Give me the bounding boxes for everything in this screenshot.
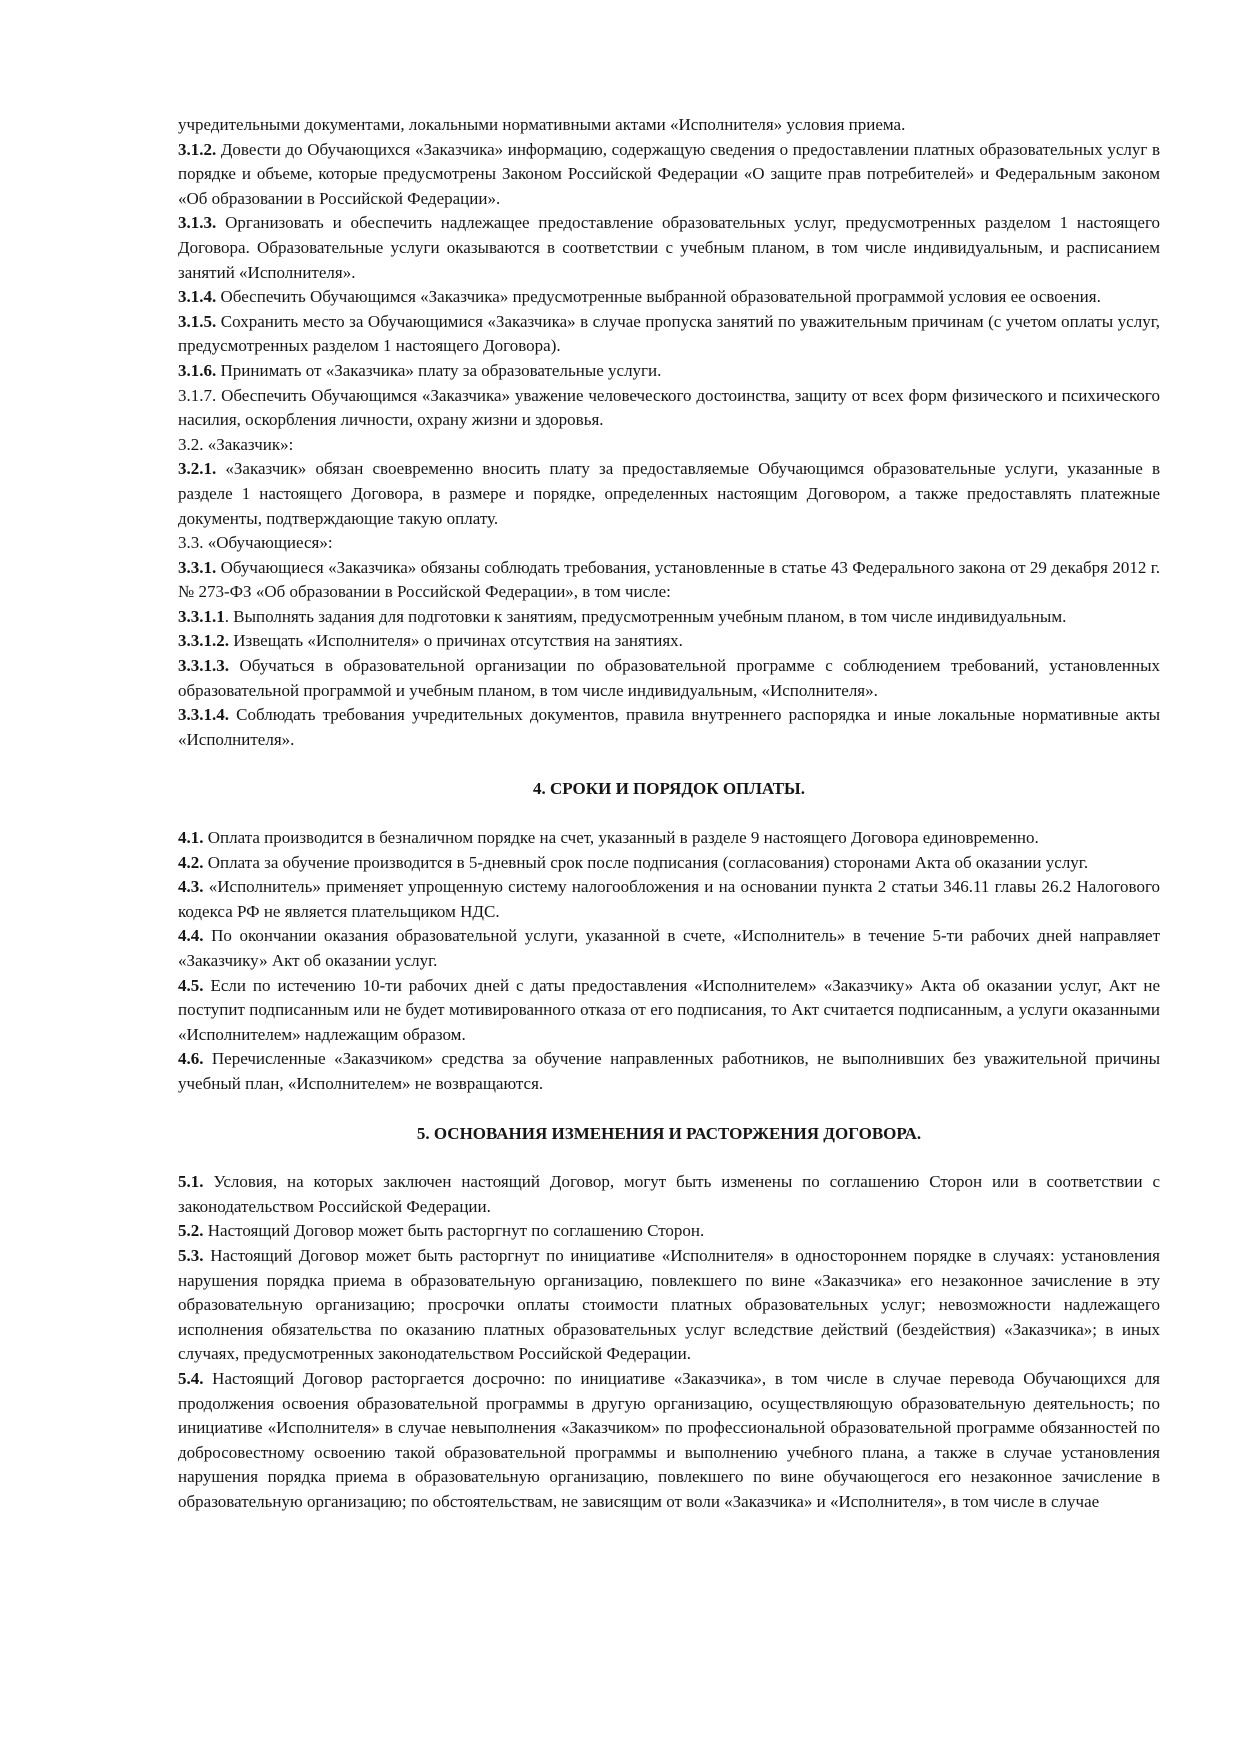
clause-text: Обучающиеся «Заказчика» обязаны соблюдать требования, установленные в статье 43 Федерального закона от 29 декабря 2012 г. № 273-ФЗ «Об образовании в Российской Федерации», в том числе:: [178, 557, 1160, 602]
clause-number: 3.1.6.: [178, 360, 217, 380]
clause-text: Условия, на которых заключен настоящий Договор, могут быть изменены по соглашению Сторон или в соответствии с законодательством Российской Федерации.: [178, 1172, 1160, 1216]
paragraph: [178, 826, 1160, 851]
paragraph: [178, 556, 1160, 605]
clause-number: 5.4.: [178, 1368, 204, 1388]
section-3-continuation: [178, 113, 1160, 752]
clause-number: 4.2.: [178, 852, 204, 872]
clause-text: Соблюдать требования учредительных документов, правила внутреннего распорядка и иные локальные нормативные акты «Исполнителя».: [178, 705, 1160, 749]
clause-number: 5.1.: [178, 1172, 204, 1192]
paragraph: [178, 654, 1160, 703]
clause-text: Оплата за обучение производится в 5-дневный срок после подписания (согласования) сторонами Акта об оказании услуг.: [203, 852, 1089, 872]
clause-number: 3.1.4.: [178, 287, 217, 307]
clause-text: Перечисленные «Заказчиком» средства за обучение направленных работников, не выполнивших без уважительной причины учебный план, «Исполнителем» не возвращаются.: [178, 1049, 1160, 1093]
clause-number: 3.1.5.: [178, 311, 217, 331]
paragraph: [178, 531, 1160, 556]
clause-text: Извещать «Исполнителя» о причинах отсутствия на занятиях.: [229, 631, 683, 651]
clause-text: . Выполнять задания для подготовки к занятиям, предусмотренным учебным планом, в том числе индивидуальным.: [224, 606, 1067, 626]
clause-text: Обеспечить Обучающимся «Заказчика» предусмотренные выбранной образовательной программой условия ее освоения.: [216, 287, 1101, 307]
clause-text: Обучаться в образовательной организации по образовательной программе с соблюдением требований, установленных образовательной программой и учебным планом, в том числе индивидуальным, «Исполнителя».: [178, 656, 1160, 700]
paragraph: [178, 1367, 1160, 1515]
clause-number: 4.1.: [178, 828, 204, 848]
clause-text: Организовать и обеспечить надлежащее предоставление образовательных услуг, предусмотренных разделом 1 настоящего Договора. Образовательные услуги оказываются в соответствии с учебным планом, в том числе индивидуальным, и расписанием занятий «Исполнителя».: [178, 213, 1160, 282]
clause-text: 3.2. «Заказчик»:: [178, 434, 294, 454]
paragraph: [178, 285, 1160, 310]
section-heading-4: 4. СРОКИ И ПОРЯДОК ОПЛАТЫ.: [533, 779, 805, 799]
paragraph: [178, 310, 1160, 359]
paragraph: [178, 457, 1160, 531]
document-page: [178, 113, 1160, 1514]
paragraph: [178, 359, 1160, 384]
clause-number: 4.6.: [178, 1049, 204, 1069]
clause-number: 3.3.1.1: [178, 606, 225, 626]
paragraph: [178, 703, 1160, 752]
paragraph: [178, 1219, 1160, 1244]
paragraph: [178, 433, 1160, 458]
clause-text: Принимать от «Заказчика» плату за образовательные услуги.: [216, 360, 662, 380]
spacer: [178, 1097, 1160, 1122]
clause-text: Сохранить место за Обучающимися «Заказчика» в случае пропуска занятий по уважительным причинам (с учетом оплаты услуг, предусмотренных разделом 1 настоящего Договора).: [178, 311, 1160, 356]
clause-text: 3.3. «Обучающиеся»:: [178, 533, 333, 553]
paragraph: [178, 138, 1160, 212]
clause-text: Настоящий Договор может быть расторгнут по соглашению Сторон.: [203, 1221, 705, 1241]
clause-text: «Исполнитель» применяет упрощенную систему налогообложения и на основании пункта 2 статьи 346.11 главы 26.2 Налогового кодекса РФ не является плательщиком НДС.: [178, 877, 1160, 921]
clause-text: учредительными документами, локальными нормативными актами «Исполнителя» условия приема.: [178, 115, 906, 134]
paragraph: [178, 605, 1160, 630]
clause-text: Настоящий Договор может быть расторгнут по инициативе «Исполнителя» в одностороннем порядке в случаях: установления нарушения порядка приема в образовательную организацию, повлекшего по вине «Заказчика» его незаконное зачисление в эту образовательную организацию; просрочки оплаты стоимости платных образовательных услуг; невозможности надлежащего исполнения обязательства по оказанию платных образовательных услуг вследствие действий (бездействия) «Заказчика»; в иных случаях, предусмотренных законодательством Российской Федерации.: [178, 1245, 1160, 1364]
clause-number: 5.3.: [178, 1245, 204, 1265]
clause-number: 4.5.: [178, 975, 204, 995]
clause-number: 3.3.1.2.: [178, 631, 229, 651]
paragraph: [178, 1047, 1160, 1096]
paragraph: [178, 629, 1160, 654]
clause-number: 3.1.3.: [178, 213, 217, 233]
clause-text: Довести до Обучающихся «Заказчика» информацию, содержащую сведения о предоставлении платных образовательных услуг в порядке и объеме, которые предусмотрены Законом Российской Федерации «О защите прав потребителей» и Федеральным законом «Об образовании в Российской Федерации».: [178, 139, 1160, 208]
clause-number: 5.2.: [178, 1221, 204, 1241]
paragraph: [178, 211, 1160, 285]
paragraph: [178, 1244, 1160, 1367]
spacer: [178, 802, 1160, 826]
spacer: [178, 1146, 1160, 1170]
clause-number: 3.3.1.: [178, 557, 217, 577]
paragraph: [178, 924, 1160, 973]
clause-text: 3.1.7. Обеспечить Обучающимся «Заказчика» уважение человеческого достоинства, защиту от всех форм физического и психического насилия, оскорбления личности, охрану жизни и здоровья.: [178, 385, 1160, 430]
section-5: [178, 1170, 1160, 1514]
clause-number: 3.1.2.: [178, 139, 217, 159]
spacer: [178, 752, 1160, 777]
paragraph: [178, 851, 1160, 876]
paragraph: [178, 1170, 1160, 1219]
clause-text: Если по истечению 10-ти рабочих дней с даты предоставления «Исполнителем» «Заказчику» Акта об оказании услуг, Акт не поступит подписанным или не будет мотивированного отказа от его подписания, то Акт считается подписанным, а услуги оказанными «Исполнителем» надлежащим образом.: [178, 975, 1160, 1044]
paragraph: [178, 113, 1160, 138]
clause-text: По окончании оказания образовательной услуги, указанной в счете, «Исполнитель» в течение 5-ти рабочих дней направляет «Заказчику» Акт об оказании услуг.: [178, 926, 1160, 970]
clause-number: 3.2.1.: [178, 459, 217, 479]
section-heading-5: 5. ОСНОВАНИЯ ИЗМЕНЕНИЯ И РАСТОРЖЕНИЯ ДОГОВОРА.: [416, 1123, 922, 1143]
paragraph: [178, 875, 1160, 924]
clause-number: 4.4.: [178, 926, 204, 946]
paragraph: [178, 974, 1160, 1048]
clause-number: 4.3.: [178, 877, 204, 897]
paragraph: [178, 384, 1160, 433]
clause-number: 3.3.1.4.: [178, 705, 229, 725]
clause-text: Настоящий Договор расторгается досрочно: по инициативе «Заказчика», в том числе в случае перевода Обучающихся для продолжения освоения образовательной программы в другую организацию, осуществляющую образовательную деятельность; по инициативе «Исполнителя» в случае невыполнения «Заказчиком» по профессиональной образовательной программе обязанностей по добросовестному освоению такой образовательной программы и выполнению учебного плана, а также в случае установления нарушения порядка приема в образовательную организацию, повлекшего по вине обучающегося его незаконное зачисление в образовательную организацию; по обстоятельствам, не зависящим от воли «Заказчика» и «Исполнителя», в том числе в случае: [178, 1368, 1160, 1511]
clause-text: Оплата производится в безналичном порядке на счет, указанный в разделе 9 настоящего Договора единовременно.: [203, 828, 1039, 848]
section-4: [178, 826, 1160, 1097]
clause-number: 3.3.1.3.: [178, 656, 229, 676]
clause-text: «Заказчик» обязан своевременно вносить плату за предоставляемые Обучающимся образовательные услуги, указанные в разделе 1 настоящего Договора, в размере и порядке, определенных настоящим Договором, а также предоставлять платежные документы, подтверждающие такую оплату.: [178, 459, 1160, 528]
